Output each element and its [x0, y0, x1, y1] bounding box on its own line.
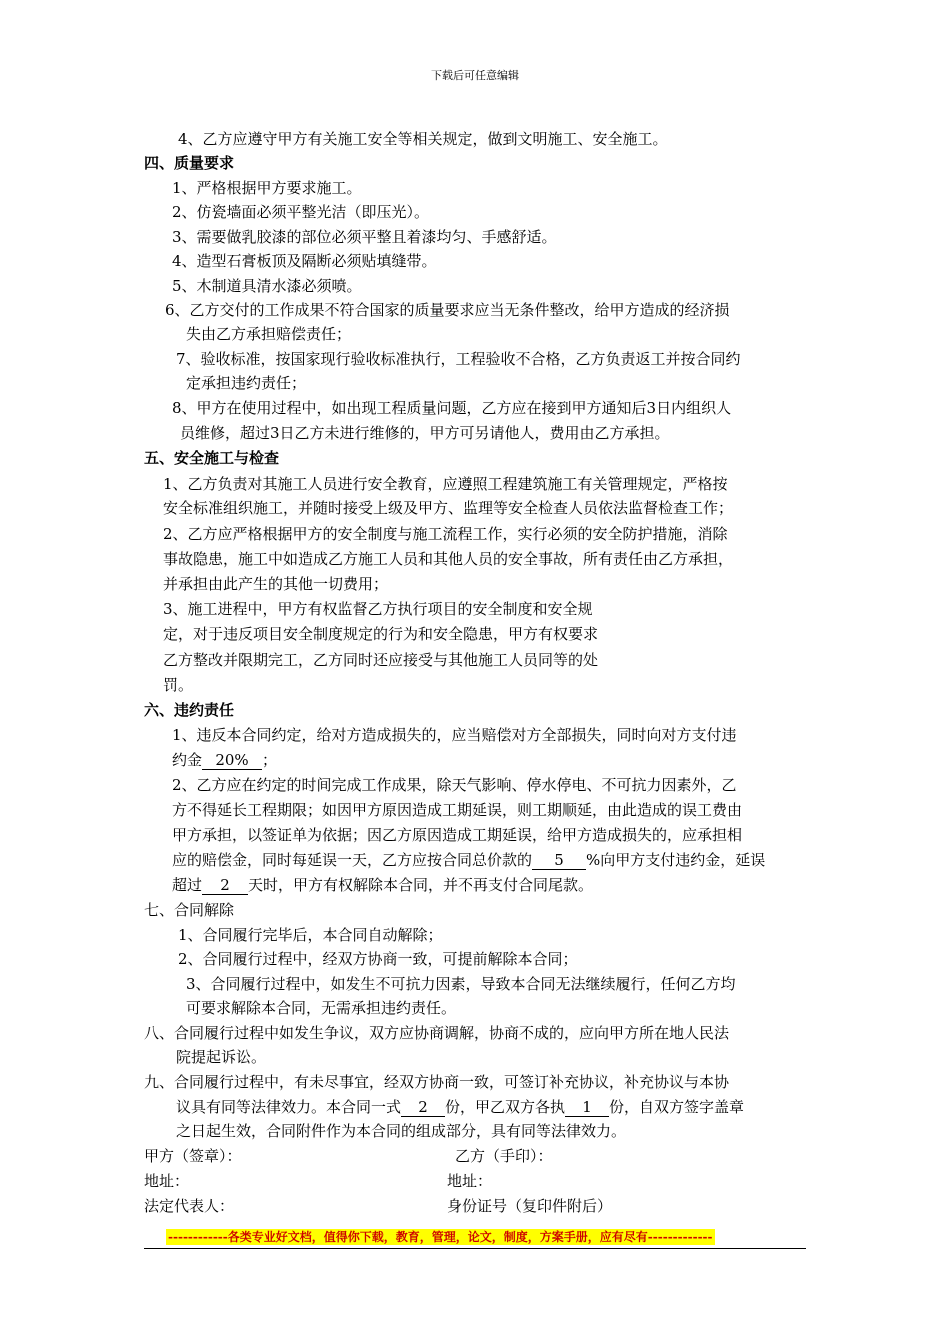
text-line: 定，对于违反项目安全制度规定的行为和安全隐患，甲方有权要求: [163, 625, 599, 643]
text-line: 甲方（签章）：: [144, 1147, 242, 1165]
footer-rule: [144, 1248, 806, 1249]
copies-each-blank: 1: [565, 1098, 609, 1117]
footer-banner: ------------各类专业好文档，值得你下载，教育，管理，论文，制度，方案手册，应有尽有-------------: [168, 1230, 713, 1244]
delay-rate-line: 应的赔偿金，同时每延误一天，乙方应按合同总价款的 5 %向甲方支付违约金，延误: [172, 851, 766, 869]
delay-days-line: 超过 2 天时，甲方有权解除本合同，并不再支付合同尾款。: [172, 876, 594, 894]
text-line: 4、乙方应遵守甲方有关施工安全等相关规定，做到文明施工、安全施工。: [178, 130, 668, 148]
text-line: 3、施工进程中，甲方有权监督乙方执行项目的安全制度和安全规: [163, 600, 593, 618]
copies-line: 议具有同等法律效力。本合同一式 2 份，甲乙双方各执 1 份，自双方签字盖章: [176, 1098, 745, 1116]
text-line: 罚。: [163, 676, 194, 694]
text-line: 之日起生效，合同附件作为本合同的组成部分，具有同等法律效力。: [176, 1122, 627, 1140]
text-line: 3、需要做乳胶漆的部位必须平整且着漆均匀、手感舒适。: [172, 228, 557, 246]
text-line: 1、严格根据甲方要求施工。: [172, 179, 362, 197]
text-line: 5、木制道具清水漆必须喷。: [172, 277, 362, 295]
text-line: 员维修，超过3日乙方未进行维修的，甲方可另请他人，费用由乙方承担。: [180, 424, 670, 442]
penalty-clause-line: 约金 20% ；: [172, 751, 278, 769]
text-line: 地址：: [447, 1172, 493, 1190]
text-line: 方不得延长工程期限；如因甲方原因造成工期延误，则工期顺延，由此造成的误工费由: [172, 801, 743, 819]
text-line: 安全标准组织施工，并随时接受上级及甲方、监理等安全检查人员依法监督检查工作；: [163, 499, 734, 517]
text-line: 2、仿瓷墙面必须平整光洁（即压光）。: [172, 203, 430, 221]
text-line: 1、违反本合同约定，给对方造成损失的，应当赔偿对方全部损失，同时向对方支付违: [172, 726, 737, 744]
delay-days-blank: 2: [202, 876, 248, 895]
section-heading: 四、质量要求: [144, 154, 235, 172]
penalty-rate-blank: 20%: [202, 751, 262, 770]
text-line: 2、乙方应在约定的时间完成工作成果，除天气影响、停水停电、不可抗力因素外，乙: [172, 776, 737, 794]
text-line: 6、乙方交付的工作成果不符合国家的质量要求应当无条件整改，给甲方造成的经济损: [165, 301, 730, 319]
delay-rate-blank: 5: [532, 851, 586, 870]
text-line: 八、合同履行过程中如发生争议，双方应协商调解，协商不成的，应向甲方所在地人民法: [144, 1024, 730, 1042]
page-header: 下载后可任意编辑: [431, 69, 519, 82]
text-line: 地址：: [144, 1172, 190, 1190]
text-line: 甲方承担，以签证单为依据；因乙方原因造成工期延误，给甲方造成损失的，应承担相: [172, 826, 743, 844]
section-heading: 五、安全施工与检查: [144, 449, 280, 467]
section-heading: 六、违约责任: [144, 701, 235, 719]
text-line: 法定代表人：: [144, 1197, 235, 1215]
text-line: 并承担由此产生的其他一切费用；: [163, 575, 389, 593]
text-line: 1、合同履行完毕后，本合同自动解除；: [178, 926, 443, 944]
text-line: 1、乙方负责对其施工人员进行安全教育，应遵照工程建筑施工有关管理规定，严格按: [163, 475, 728, 493]
text-line: 8、甲方在使用过程中，如出现工程质量问题，乙方应在接到甲方通知后3日内组织人: [172, 399, 732, 417]
text-line: 七、合同解除: [144, 901, 235, 919]
text-line: 可要求解除本合同，无需承担违约责任。: [186, 999, 457, 1017]
text-line: 2、合同履行过程中，经双方协商一致，可提前解除本合同；: [178, 950, 578, 968]
text-line: 乙方（手印）：: [455, 1147, 553, 1165]
text-line: 乙方整改并限期完工，乙方同时还应接受与其他施工人员同等的处: [163, 651, 599, 669]
text-line: 定承担违约责任；: [186, 374, 307, 392]
text-line: 2、乙方应严格根据甲方的安全制度与施工流程工作，实行必须的安全防护措施，消除: [163, 525, 728, 543]
text-line: 九、合同履行过程中，有未尽事宜，经双方协商一致，可签订补充协议，补充协议与本协: [144, 1073, 730, 1091]
text-line: 4、造型石膏板顶及隔断必须贴填缝带。: [172, 252, 437, 270]
text-line: 身份证号（复印件附后）: [447, 1197, 613, 1215]
copies-total-blank: 2: [401, 1098, 445, 1117]
text-line: 事故隐患，施工中如造成乙方施工人员和其他人员的安全事故，所有责任由乙方承担，: [163, 550, 734, 568]
text-line: 院提起诉讼。: [176, 1048, 267, 1066]
text-line: 失由乙方承担赔偿责任；: [186, 325, 352, 343]
text-line: 7、验收标准，按国家现行验收标准执行，工程验收不合格，乙方负责返工并按合同约: [176, 350, 741, 368]
text-line: 3、合同履行过程中，如发生不可抗力因素，导致本合同无法继续履行，任何乙方均: [186, 975, 736, 993]
